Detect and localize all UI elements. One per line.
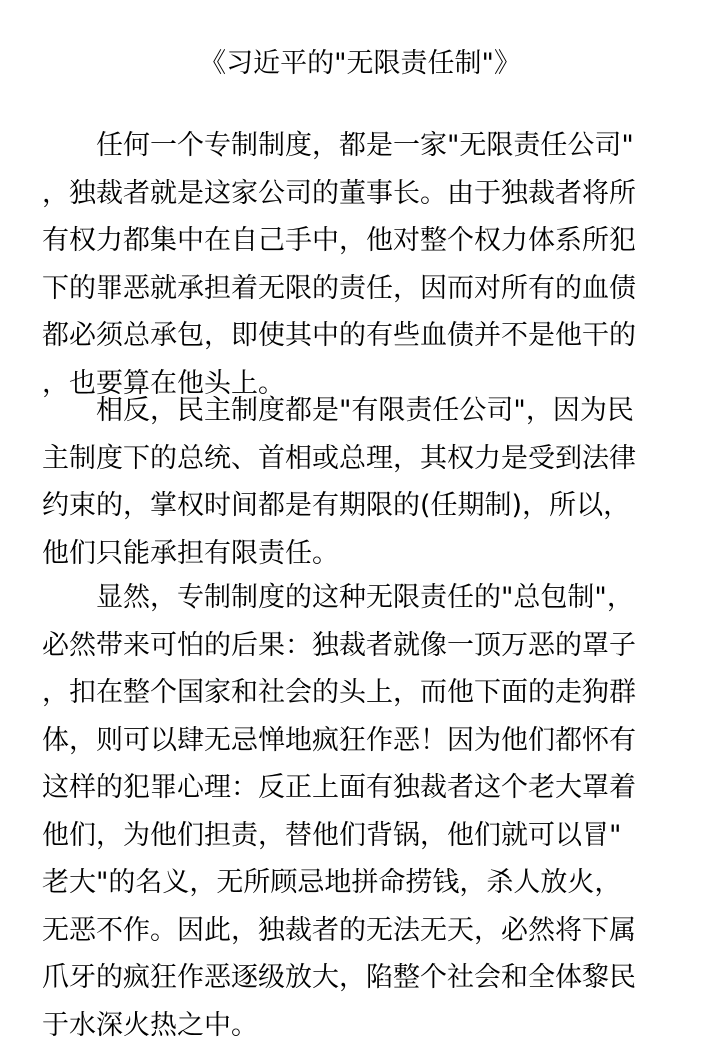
text-line: 主制度下的总统、首相或总理，其权力是受到法律 [42,435,682,483]
text-line: 相反，民主制度都是"有限责任公司"，因为民 [42,387,682,435]
text-line: 显然，专制制度的这种无限责任的"总包制"， [42,574,682,622]
paragraph-1 [42,122,682,407]
text-line: 都必须总承包，即使其中的有些血债并不是他干的 [42,312,682,360]
paragraph-2 [42,387,682,577]
text-line: 爪牙的疯狂作恶逐级放大，陷整个社会和全体黎民 [42,954,682,1002]
text-line: 无恶不作。因此，独裁者的无法无天，必然将下属 [42,907,682,955]
text-line: 任何一个专制制度，都是一家"无限责任公司" [42,122,682,170]
text-line: 于水深火热之中。 [42,1002,682,1049]
text-line: ，也要算在他头上。 [42,360,682,408]
text-line: ，扣在整个国家和社会的头上，而他下面的走狗群 [42,669,682,717]
paragraph-3 [42,574,682,1049]
text-line: 必然带来可怕的后果：独裁者就像一顶万恶的罩子 [42,622,682,670]
text-line: 体，则可以肆无忌惮地疯狂作恶！因为他们都怀有 [42,717,682,765]
text-line: 他们，为他们担责，替他们背锅，他们就可以冒" [42,812,682,860]
text-line: 下的罪恶就承担着无限的责任，因而对所有的血债 [42,265,682,313]
text-line: 有权力都集中在自己手中，他对整个权力体系所犯 [42,217,682,265]
text-line: 他们只能承担有限责任。 [42,530,682,578]
text-line: ，独裁者就是这家公司的董事长。由于独裁者将所 [42,170,682,218]
document-title: 《习近平的"无限责任制"》 [0,44,720,84]
text-line: 这样的犯罪心理：反正上面有独裁者这个老大罩着 [42,764,682,812]
text-line: 老大"的名义，无所顾忌地拼命捞钱，杀人放火， [42,859,682,907]
text-line: 约束的，掌权时间都是有期限的(任期制)，所以， [42,482,682,530]
